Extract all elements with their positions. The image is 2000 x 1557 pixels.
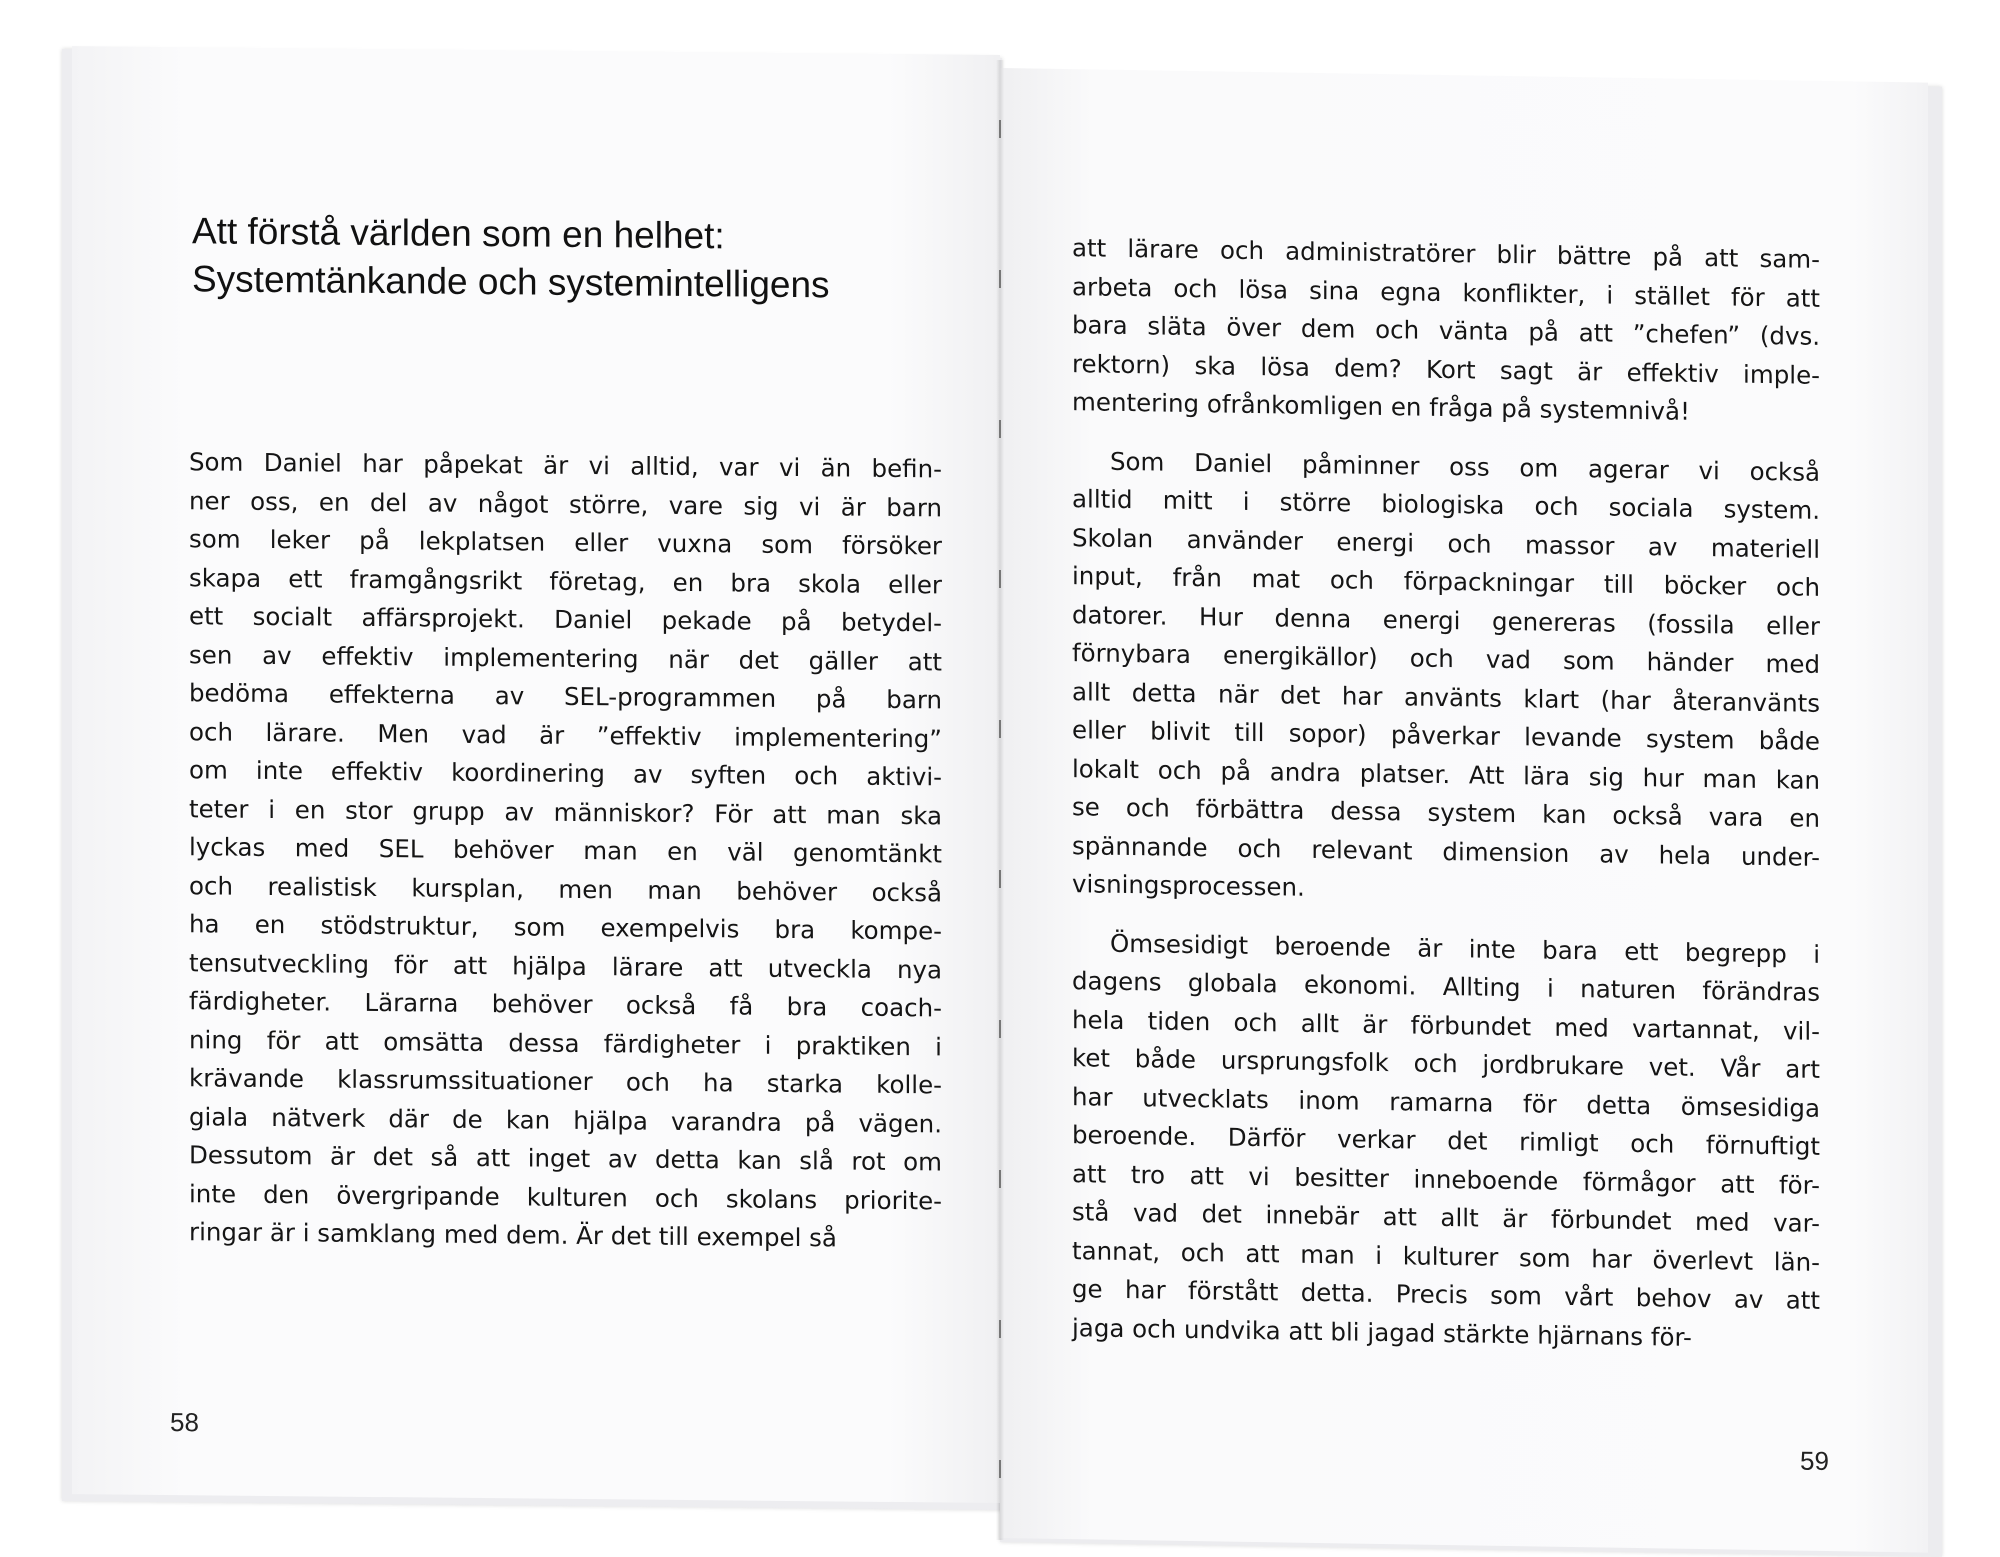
body-line: input, från mat och förpackningar till böcker och — [1072, 561, 1820, 602]
binding-stitch — [999, 720, 1001, 738]
body-line: rektorn) ska lösa dem? Kort sagt är effektiv imple- — [1072, 348, 1820, 390]
binding-stitch — [999, 420, 1001, 438]
body-line: spännande och relevant dimension av hela under- — [1072, 830, 1820, 872]
body-line: färdigheter. Lärarna behöver också få bra coach- — [189, 986, 942, 1023]
body-line: bedöma effekterna av SEL-programmen på barn — [189, 678, 942, 715]
body-line: lokalt och på andra platser. Att lära sig hur man kan — [1072, 753, 1820, 795]
body-line: ket både ursprungsfolk och jordbrukare vet. Vår art — [1072, 1043, 1820, 1084]
body-line: Som Daniel har påpekat är vi alltid, var vi än befin- — [189, 447, 942, 484]
body-line: lyckas med SEL behöver man en väl genomtänkt — [189, 832, 942, 869]
body-line: har utvecklats inom ramarna för detta ömsesidiga — [1072, 1081, 1820, 1123]
body-line: ning för att omsätta dessa färdigheter i praktiken i — [189, 1024, 942, 1061]
chapter-heading — [192, 207, 932, 310]
body-line: Ömsesidigt beroende är inte bara ett begrepp i — [1110, 928, 1820, 969]
body-line: allt detta när det har använts klart (har återanvänts — [1072, 676, 1820, 718]
body-line: ge har förstått detta. Precis som vårt behov av att — [1072, 1274, 1820, 1315]
binding-stitch — [999, 870, 1001, 888]
body-line: dagens globala ekonomi. Allting i naturen förändras — [1072, 966, 1820, 1007]
body-line: ett socialt affärsprojekt. Daniel pekade på betydel- — [189, 601, 942, 638]
right-body-text — [1072, 229, 1820, 1359]
body-line: Som Daniel påminner oss om agerar vi också — [1110, 446, 1820, 487]
body-line: mentering ofrånkomligen en fråga på systemnivå! — [1072, 387, 1690, 426]
binding-stitch — [999, 120, 1001, 138]
body-line: att lärare och administratörer blir bättre på att sam- — [1072, 233, 1820, 274]
body-line: ner oss, en del av något större, vare sig vi är barn — [189, 485, 942, 522]
body-line: sen av effektiv implementering när det gäller att — [189, 639, 942, 676]
body-line: Dessutom är det så att inget av detta kan slå rot om — [189, 1140, 942, 1177]
body-line: stå vad det innebär att allt är förbundet med var- — [1072, 1197, 1820, 1238]
paragraph — [1072, 229, 1820, 433]
page-number-right: 59 — [1800, 1445, 1829, 1477]
body-line: bara släta över dem och vänta på att ”chefen” (dvs. — [1072, 310, 1820, 351]
binding-stitch — [999, 570, 1001, 588]
binding-stitch — [999, 1460, 1001, 1478]
body-line: som leker på lekplatsen eller vuxna som försöker — [189, 524, 942, 561]
body-line: teter i en stor grupp av människor? För att man ska — [189, 793, 942, 830]
binding-stitch — [999, 1020, 1001, 1038]
body-line: Skolan använder energi och massor av materiell — [1072, 522, 1820, 564]
heading-line: Systemtänkande och systemintelligens — [192, 258, 830, 306]
right-page — [1000, 68, 1928, 1553]
body-line: alltid mitt i större biologiska och sociala system. — [1072, 484, 1820, 525]
body-line: visningsprocessen. — [1072, 869, 1305, 902]
body-line: tannat, och att man i kulturer som har överlevt län- — [1072, 1235, 1820, 1277]
body-line: eller blivit till sopor) påverkar levande system både — [1072, 715, 1820, 756]
body-line: se och förbättra dessa system kan också vara en — [1072, 792, 1820, 833]
binding-stitch — [999, 1170, 1001, 1188]
left-page — [72, 46, 1000, 1503]
body-line: giala nätverk där de kan hjälpa varandra på vägen. — [189, 1101, 942, 1138]
left-body-text — [189, 443, 942, 1259]
heading-line: Att förstå världen som en helhet: — [192, 210, 725, 257]
body-line: arbeta och lösa sina egna konflikter, i stället för att — [1072, 271, 1820, 313]
body-line: och realistisk kursplan, men man behöver också — [189, 870, 942, 907]
body-line: hela tiden och allt är förbundet med vartannat, vil- — [1072, 1004, 1820, 1046]
binding-stitch — [999, 270, 1001, 288]
page-number-left: 58 — [170, 1407, 199, 1438]
body-line: att tro att vi besitter inneboende förmågor att för- — [1072, 1158, 1820, 1200]
body-line: krävande klassrumssituationer och ha starka kolle- — [189, 1063, 942, 1100]
body-line: ringar är i samklang med dem. Är det till exempel så — [189, 1217, 837, 1253]
body-line: skapa ett framgångsrikt företag, en bra skola eller — [189, 562, 942, 599]
body-line: ha en stödstruktur, som exempelvis bra kompe- — [189, 909, 942, 946]
body-line: om inte effektiv koordinering av syften och aktivi- — [189, 755, 942, 792]
body-line: inte den övergripande kulturen och skolans priorite- — [189, 1178, 942, 1215]
body-line: förnybara energikällor) och vad som händer med — [1072, 638, 1820, 679]
paragraph — [1072, 924, 1820, 1359]
body-line: datorer. Hur denna energi genereras (fossila eller — [1072, 599, 1820, 641]
paragraph — [1072, 442, 1820, 916]
body-line: beroende. Därför verkar det rimligt och förnuftigt — [1072, 1120, 1820, 1161]
body-line: tensutveckling för att hjälpa lärare att utveckla nya — [189, 947, 942, 984]
body-line: jaga och undvika att bli jagad stärkte hjärnans för- — [1072, 1312, 1692, 1352]
body-line: och lärare. Men vad är ”effektiv implementering” — [189, 716, 942, 753]
binding-stitch — [999, 1320, 1001, 1338]
